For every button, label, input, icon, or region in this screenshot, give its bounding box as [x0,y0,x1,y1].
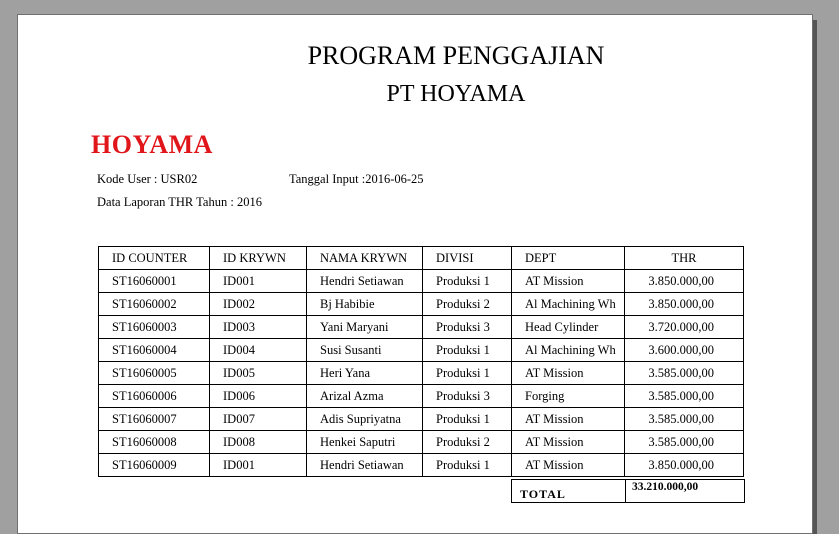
table-row [99,316,744,339]
brand-logo-text: HOYAMA [91,130,213,159]
header-id-counter: ID COUNTER [99,247,210,270]
cell-thr: 3.585.000,00 [625,385,744,408]
table-row [99,408,744,431]
page-shadow [813,20,817,534]
header-id-krywn: ID KRYWN [210,247,307,270]
data-laporan: Data Laporan THR Tahun : 2016 [97,195,262,209]
cell-nama-krywn: Arizal Azma [307,385,423,408]
cell-divisi: Produksi 1 [423,339,512,362]
cell-id-krywn: ID003 [210,316,307,339]
cell-id-counter: ST16060009 [99,454,210,477]
table-row [99,339,744,362]
cell-thr: 3.600.000,00 [625,339,744,362]
total-label: TOTAL [520,487,566,501]
cell-id-krywn: ID008 [210,431,307,454]
cell-id-krywn: ID001 [210,454,307,477]
cell-dept: Forging [512,385,625,408]
table-row [99,270,744,293]
total-divider [625,480,626,502]
thr-table [98,246,744,477]
cell-id-krywn: ID002 [210,293,307,316]
cell-id-counter: ST16060008 [99,431,210,454]
cell-dept: AT Mission [512,454,625,477]
table-row [99,293,744,316]
tanggal-input: Tanggal Input :2016-06-25 [289,172,424,186]
cell-thr: 3.850.000,00 [625,293,744,316]
cell-dept: AT Mission [512,408,625,431]
total-box [511,479,745,503]
cell-thr: 3.850.000,00 [625,454,744,477]
kode-user: Kode User : USR02 [97,172,198,186]
cell-divisi: Produksi 3 [423,385,512,408]
cell-nama-krywn: Adis Supriyatna [307,408,423,431]
table-row [99,431,744,454]
cell-id-counter: ST16060007 [99,408,210,431]
cell-id-counter: ST16060006 [99,385,210,408]
cell-thr: 3.585.000,00 [625,362,744,385]
cell-nama-krywn: Hendri Setiawan [307,270,423,293]
cell-divisi: Produksi 1 [423,408,512,431]
table-row [99,454,744,477]
cell-dept: Al Machining Wh [512,293,625,316]
header-thr: THR [625,247,744,270]
cell-divisi: Produksi 1 [423,270,512,293]
cell-divisi: Produksi 2 [423,293,512,316]
cell-divisi: Produksi 2 [423,431,512,454]
cell-id-krywn: ID007 [210,408,307,431]
cell-dept: Head Cylinder [512,316,625,339]
table-row [99,362,744,385]
cell-id-counter: ST16060001 [99,270,210,293]
cell-thr: 3.585.000,00 [625,408,744,431]
cell-id-counter: ST16060003 [99,316,210,339]
header-dept: DEPT [512,247,625,270]
cell-nama-krywn: Hendri Setiawan [307,454,423,477]
cell-nama-krywn: Susi Susanti [307,339,423,362]
cell-dept: AT Mission [512,270,625,293]
cell-id-krywn: ID001 [210,270,307,293]
table-header-row [99,247,744,270]
cell-nama-krywn: Bj Habibie [307,293,423,316]
cell-thr: 3.720.000,00 [625,316,744,339]
cell-divisi: Produksi 1 [423,454,512,477]
cell-id-krywn: ID006 [210,385,307,408]
table-row [99,385,744,408]
cell-thr: 3.585.000,00 [625,431,744,454]
cell-dept: AT Mission [512,362,625,385]
cell-nama-krywn: Yani Maryani [307,316,423,339]
cell-id-counter: ST16060004 [99,339,210,362]
cell-thr: 3.850.000,00 [625,270,744,293]
cell-id-krywn: ID005 [210,362,307,385]
cell-nama-krywn: Henkei Saputri [307,431,423,454]
cell-divisi: Produksi 3 [423,316,512,339]
header-divisi: DIVISI [423,247,512,270]
company-name: PT HOYAMA [386,81,526,107]
total-value: 33.210.000,00 [632,481,699,493]
cell-dept: Al Machining Wh [512,339,625,362]
cell-divisi: Produksi 1 [423,362,512,385]
report-page [17,14,813,534]
cell-nama-krywn: Heri Yana [307,362,423,385]
cell-id-counter: ST16060005 [99,362,210,385]
cell-id-krywn: ID004 [210,339,307,362]
report-title: PROGRAM PENGGAJIAN [307,41,605,70]
header-nama-krywn: NAMA KRYWN [307,247,423,270]
cell-id-counter: ST16060002 [99,293,210,316]
cell-dept: AT Mission [512,431,625,454]
